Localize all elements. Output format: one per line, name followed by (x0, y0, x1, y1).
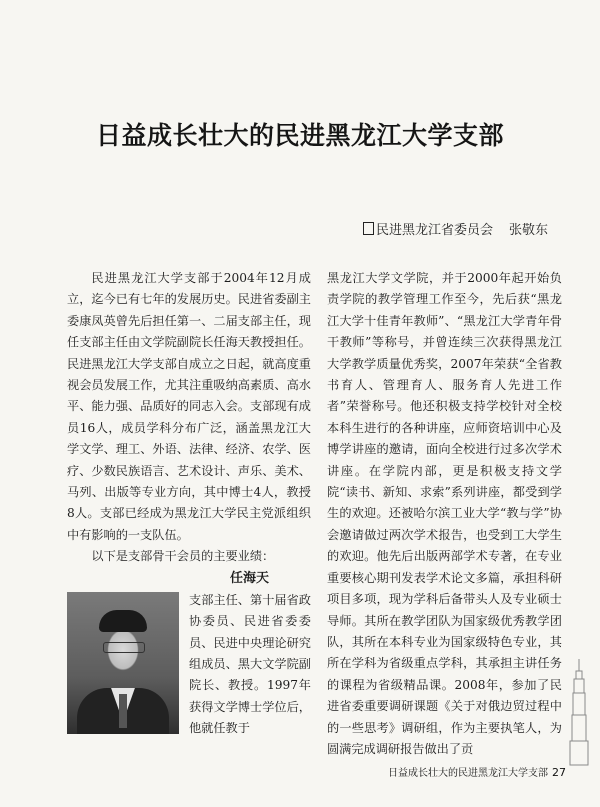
byline-author: 张敬东 (508, 223, 548, 238)
profile-text: 支部主任、第十届省政协委员、民进省委委员、民进中央理论研究组成员、黑大文学院副院长、教授。1997年获得文学博士学位后，他就任教于 (189, 592, 311, 736)
byline (363, 219, 548, 238)
profile-name: 任海天 (229, 570, 269, 586)
page-title: 日益成长壮大的民进黑龙江大学支部 (95, 121, 504, 150)
footer (388, 764, 566, 779)
right-column (327, 268, 562, 760)
photo-hair (99, 610, 147, 632)
lead-in-paragraph: 以下是支部骨干会员的主要业绩： (91, 549, 275, 564)
intro-paragraph: 民进黑龙江大学支部于2004年12月成立，迄今已有七年的发展历史。民进省委副主委康凤英曾先后担任第一、二届支部主任，现任支部主任由文学院副院长任海天教授担任。民进黑龙江大学支部自成立之日起，就高度重视会员发展工作，尤其注重吸纳高素质、高水平、能力强、品质好的同志入会。支部现有成员16人，成员学科分布广泛，涵盖黑龙江大学文学、理工、外语、法律、经济、农学、医疗、少数民族语言、艺术设计、声乐、美术、马列、出版等专业方向，其中博士4人，教授8人。支部已经成为黑龙江大学民主党派组织中有影响的一支队伍。 (67, 271, 311, 542)
photo-glasses (103, 642, 145, 653)
byline-org: 民进黑龙江省委员会 (375, 223, 493, 238)
tower-emblem-icon (568, 657, 590, 767)
photo-tie (119, 694, 127, 728)
left-column (67, 268, 311, 740)
portrait-photo (67, 592, 179, 734)
page-number: 27 (552, 766, 566, 779)
running-title: 日益成长壮大的民进黑龙江大学支部 (388, 768, 548, 779)
square-mark-icon (363, 222, 374, 235)
continuation-paragraph: 黑龙江大学文学院，并于2000年起开始负责学院的教学管理工作至今，先后获“黑龙江大学十佳青年教师”、“黑龙江大学青年骨干教师”等称号，并曾连续三次获得黑龙江大学教学质量优秀奖，2007年荣获“全省教书育人、管理育人、服务育人先进工作者”荣誉称号。他还积极支持学校针对全校本科生进行的各种讲座，应师资培训中心及博学讲座的邀请，面向全校进行过多次学术讲座。在学院内部，更是积极支持文学院“读书、新知、求索”系列讲座，都受到学生的欢迎。还被哈尔滨工业大学“教与学”协会邀请做过两次学术报告，也受到工大学生的欢迎。他先后出版两部学术专著，在专业重要核心期刊发表学术论文多篇，承担科研项目多项，现为学科后备带头人及专业硕士导师。其所在教学团队为国家级优秀教学团队，其所在本科专业为国家级特色专业，其所在学科为省级重点学科，其承担主讲任务的课程为省级精品课。2008年，参加了民进省委重要调研课题《关于对俄边贸过程中的一些思考》调研组，作为主要执笔人，为圆满完成调研报告做出了贡 (327, 271, 562, 756)
